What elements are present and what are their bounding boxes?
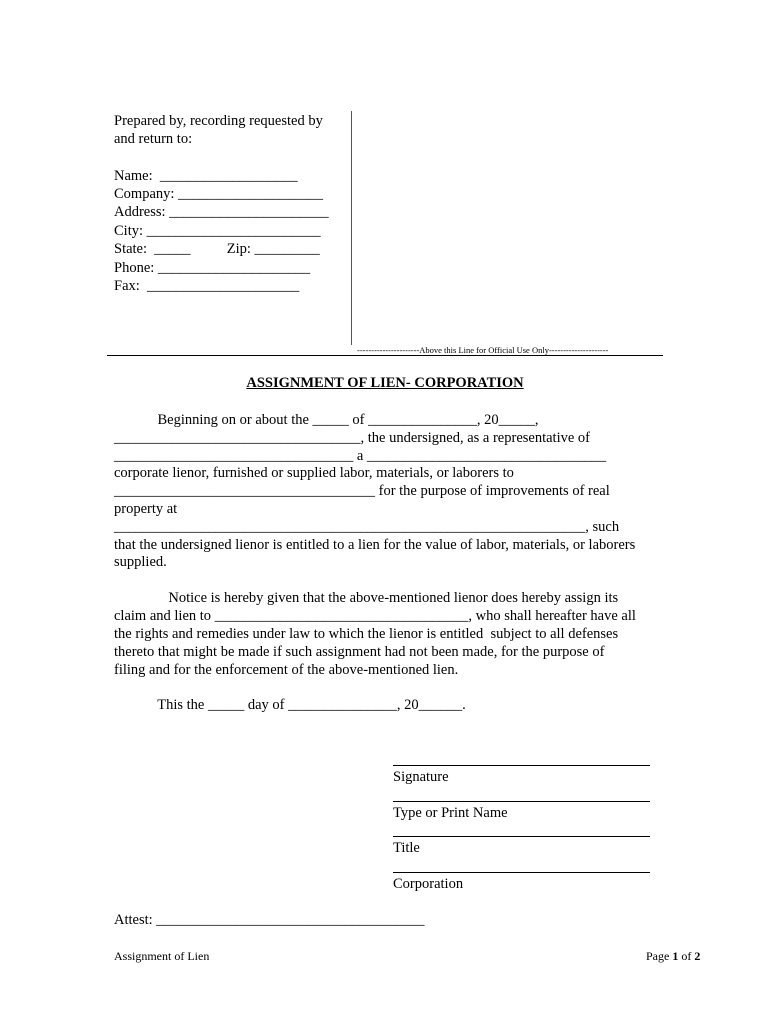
phone-field[interactable]: Phone: _____________________ [114,260,311,276]
paragraph1-line: _________________________________________________________________, such [114,519,620,535]
recording-divider-horizontal [107,355,663,356]
paragraph1-line: property at [114,501,178,517]
footer-page-number [646,949,700,964]
paragraph2-line: filing and for the enforcement of the above-mentioned lien. [114,662,459,678]
recording-divider-vertical [351,111,352,345]
paragraph2-line: thereto that might be made if such assignment had not been made, for the purpose of [114,644,605,660]
footer-document-name: Assignment of Lien [114,949,210,963]
signature-line[interactable] [393,765,650,766]
address-field[interactable]: Address: ______________________ [114,204,329,220]
paragraph2-line: Notice is hereby given that the above-mentioned lienor does hereby assign its [114,590,619,606]
signature-label: Signature [393,769,449,785]
paragraph2-line: claim and lien to ___________________________________, who shall hereafter have all [114,608,636,624]
document-title: ASSIGNMENT OF LIEN- CORPORATION [246,375,524,391]
prepared-by-line1: Prepared by, recording requested by [114,113,323,129]
paragraph1-line: corporate lienor, furnished or supplied labor, materials, or laborers to [114,465,514,481]
company-field[interactable]: Company: ____________________ [114,186,324,202]
paragraph1-line: __________________________________, the undersigned, as a representative of [114,430,590,446]
paragraph1-line: Beginning on or about the _____ of _______________, 20_____, [114,412,539,428]
paragraph1-line: ____________________________________ for the purpose of improvements of real [114,483,610,499]
paragraph1-line: _________________________________ a _________________________________ [114,448,607,464]
name-field[interactable]: Name: ___________________ [114,168,298,184]
fax-field[interactable]: Fax: _____________________ [114,278,300,294]
paragraph1-line: that the undersigned lienor is entitled to a lien for the value of labor, materials, or laborers [114,537,636,553]
title-line[interactable] [393,836,650,837]
official-use-label: ----------------------Above this Line for Official Use Only--------------------- [357,345,609,355]
page-current: 1 [672,949,679,963]
page-mid: of [678,949,695,963]
paragraph2-line: the rights and remedies under law to which the lienor is entitled subject to all defenses [114,626,619,642]
attest-line[interactable]: Attest: _____________________________________ [114,912,425,928]
paragraph1-line: supplied. [114,554,167,570]
print-name-line[interactable] [393,801,650,802]
page-prefix: Page [646,949,673,963]
title-label: Title [393,840,420,856]
corporation-line[interactable] [393,872,650,873]
date-line[interactable]: This the _____ day of _______________, 20______. [114,697,466,713]
corporation-label: Corporation [393,876,464,892]
prepared-by-line2: and return to: [114,131,193,147]
city-field[interactable]: City: ________________________ [114,223,321,239]
page-total: 2 [694,949,701,963]
state-zip-field[interactable]: State: _____ Zip: _________ [114,241,320,257]
print-name-label: Type or Print Name [393,805,508,821]
